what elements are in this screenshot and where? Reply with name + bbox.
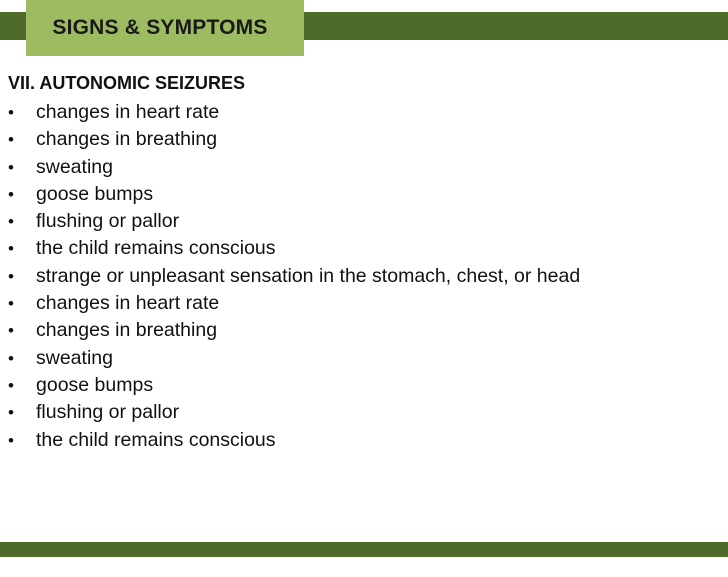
bullet-icon: • (8, 321, 14, 341)
list-item (8, 345, 708, 372)
title-box (26, 0, 304, 56)
list-item-text: flushing or pallor (36, 210, 180, 233)
list-item-text: goose bumps (36, 182, 154, 205)
slide-content (8, 72, 708, 454)
list-item-text: changes in heart rate (36, 292, 220, 315)
bullet-icon: • (8, 184, 14, 204)
list-item (8, 399, 708, 426)
list-item (8, 372, 708, 399)
list-item-text: sweating (36, 346, 113, 369)
list-item (8, 235, 708, 262)
bullet-icon: • (8, 375, 14, 395)
list-item (8, 208, 708, 235)
bullet-icon: • (8, 157, 14, 177)
list-item (8, 427, 708, 454)
bullet-icon: • (8, 348, 14, 368)
list-item-text: the child remains conscious (36, 237, 276, 260)
list-item-text: goose bumps (36, 373, 154, 396)
list-item (8, 154, 708, 181)
bullet-icon: • (8, 239, 14, 259)
list-item-text: strange or unpleasant sensation in the stomach, chest, or head (36, 264, 581, 287)
list-item-text: the child remains conscious (36, 428, 276, 451)
list-item-text: changes in breathing (36, 128, 218, 151)
bottom-footer-bar (0, 542, 728, 557)
list-item (8, 263, 708, 290)
list-item (8, 181, 708, 208)
list-item-text: changes in heart rate (36, 101, 220, 123)
symptom-list (8, 99, 708, 454)
bullet-icon: • (8, 130, 14, 150)
list-item (8, 317, 708, 344)
list-item-text: changes in breathing (36, 319, 218, 342)
list-item (8, 290, 708, 317)
list-item-text: flushing or pallor (36, 401, 180, 424)
bullet-icon: • (8, 212, 14, 232)
bullet-icon: • (8, 403, 14, 423)
list-item (8, 99, 708, 126)
bullet-icon: • (8, 294, 14, 314)
section-heading: VII. AUTONOMIC SEIZURES (8, 73, 246, 93)
bullet-icon: • (8, 266, 14, 286)
list-item (8, 126, 708, 153)
bullet-icon: • (8, 103, 14, 122)
slide-title: SIGNS & SYMPTOMS (52, 16, 268, 39)
list-item-text: sweating (36, 155, 113, 178)
bullet-icon: • (8, 430, 14, 450)
